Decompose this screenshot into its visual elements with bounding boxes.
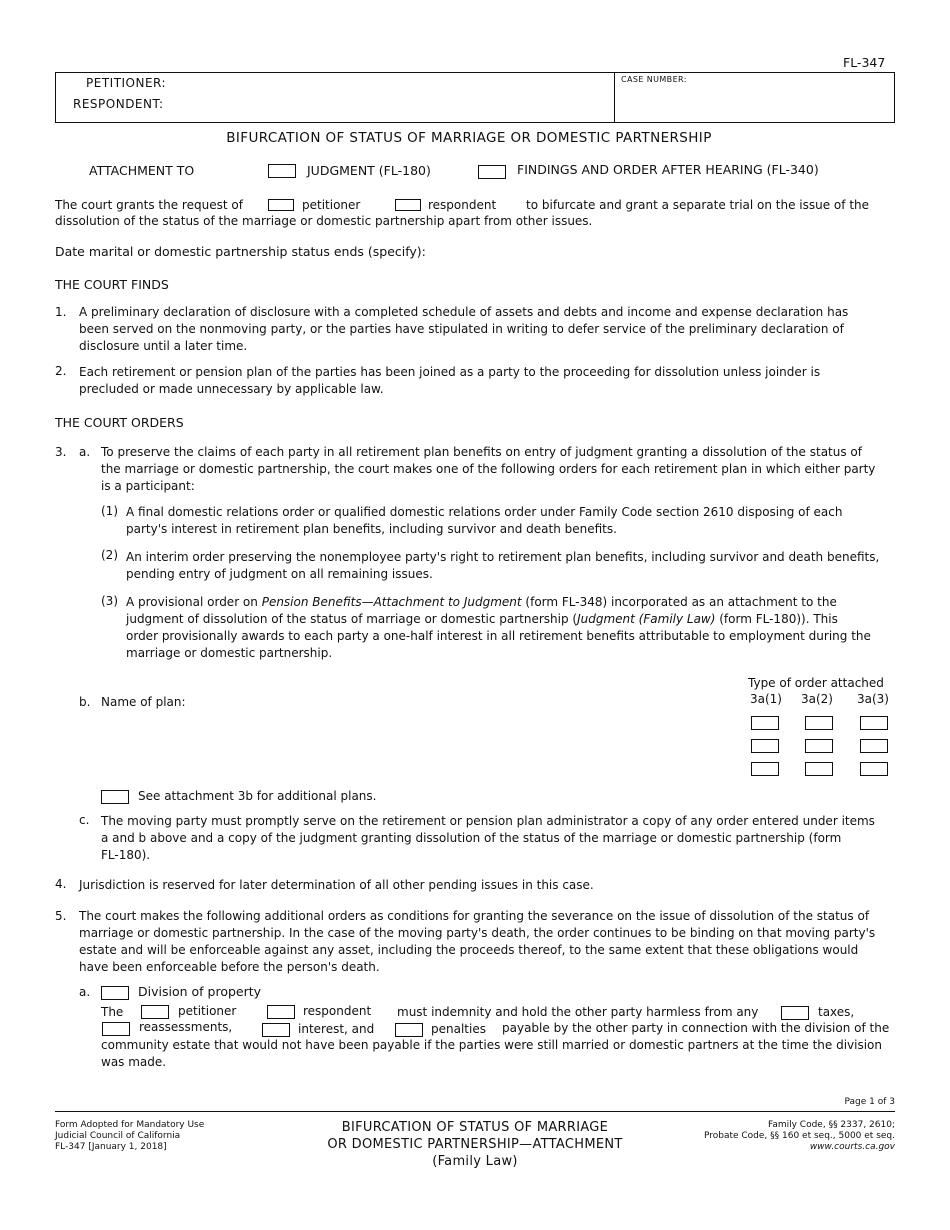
checkbox-plan2-3a2[interactable] — [805, 739, 833, 753]
item-3-number: 3. — [55, 445, 67, 459]
caption-divider — [614, 72, 615, 123]
name-of-plan-label: Name of plan: — [101, 695, 186, 709]
checkbox-plan1-3a1[interactable] — [751, 716, 779, 730]
courts-website-link[interactable]: www.courts.ca.gov — [809, 1142, 895, 1152]
attachment-label: ATTACHMENT TO — [89, 163, 195, 178]
item-5a-payable-text: payable by the other party in connection with the division of the — [502, 1021, 890, 1035]
footer-rule — [55, 1111, 895, 1112]
grant-text-pre: The court grants the request of — [55, 198, 243, 212]
item-2-text: Each retirement or pension plan of the parties has been joined as a party to the proceeding for dissolution unless joinder is precluded or made unnecessary by applicable law. — [79, 365, 821, 396]
item-5a-penalties-label: penalties — [431, 1022, 486, 1036]
item-3a-text: To preserve the claims of each party in all retirement plan benefits on entry of judgment granting a dissolution of the status of the marriage or domestic partnership, the court makes one of the following orders for each retirement plan in which either party is a participant: — [101, 445, 876, 493]
item-5-number: 5. — [55, 909, 67, 923]
item-3b-letter: b. — [79, 695, 91, 709]
item-5a-respondent-label: respondent — [303, 1004, 372, 1018]
item-1-number: 1. — [55, 305, 67, 319]
item-3a2-number: (2) — [101, 548, 118, 562]
checkbox-plan2-3a3[interactable] — [860, 739, 888, 753]
item-3c-letter: c. — [79, 813, 90, 827]
footer-title: BIFURCATION OF STATUS OF MARRIAGE OR DOMESTIC PARTNERSHIP—ATTACHMENT (Family Law) — [327, 1120, 623, 1169]
petitioner-label: PETITIONER: — [86, 76, 167, 90]
item-5-text: The court makes the following additional orders as conditions for granting the severance on the issue of dissolution of the status of marriage or domestic partnership. In the case of the moving party's death, the order continues to be binding on that moving party's estate and will be enforceable against any asset, including the proceeds thereof, to the same extent that these obligations would have been enforceable before the person's death. — [79, 909, 876, 974]
item-5a-the: The — [101, 1005, 124, 1019]
checkbox-plan1-3a2[interactable] — [805, 716, 833, 730]
date-status-ends-field[interactable] — [450, 243, 890, 260]
division-of-property-title: Division of property — [138, 984, 262, 999]
item-4-number: 4. — [55, 877, 67, 891]
col-3a1-label: 3a(1) — [750, 692, 782, 706]
item-5a-taxes-label: taxes, — [818, 1005, 855, 1019]
grant-text-line2: dissolution of the status of the marriage or domestic partnership apart from other issues. — [55, 214, 593, 228]
type-of-order-header: Type of order attached — [748, 676, 884, 690]
attachment-judgment-label: JUDGMENT (FL-180) — [307, 163, 431, 178]
checkbox-5a-petitioner[interactable] — [141, 1005, 169, 1019]
checkbox-plan2-3a1[interactable] — [751, 739, 779, 753]
item-5a-continuation: community estate that would not have been payable if the parties were still married or domestic partners at the time the division was made. — [101, 1038, 883, 1069]
footer-right: Family Code, §§ 2337, 2610; Probate Code, §§ 160 et seq., 5000 et seq. www.courts.ca.gov — [655, 1120, 895, 1153]
checkbox-findings-order[interactable] — [478, 165, 506, 179]
item-3a3-text: A provisional order on Pension Benefits—Attachment to Judgment (form FL-348) incorporated as an attachment to the judgment of dissolution of the status of marriage or domestic partnership (Judgment (Family Law) (form FL-180)). This order provisionally awards to each party a one-half interest in all retirement benefits attributable to employment during the marriage or domestic partnership. — [126, 595, 871, 660]
item-3a1-text: A final domestic relations order or qualified domestic relations order under Family Code section 2610 disposing of each party's interest in retirement plan benefits, including survivor and death benefits. — [126, 505, 843, 536]
item-5a-letter: a. — [79, 985, 91, 999]
see-attachment-label: See attachment 3b for additional plans. — [138, 789, 377, 803]
col-3a2-label: 3a(2) — [801, 692, 833, 706]
court-orders-heading: THE COURT ORDERS — [55, 415, 184, 430]
checkbox-5a-penalties[interactable] — [395, 1023, 423, 1037]
checkbox-grant-respondent[interactable] — [395, 199, 421, 211]
checkbox-see-attachment-3b[interactable] — [101, 790, 129, 804]
col-3a3-label: 3a(3) — [857, 692, 889, 706]
checkbox-5a-taxes[interactable] — [781, 1006, 809, 1020]
checkbox-grant-petitioner[interactable] — [268, 199, 294, 211]
checkbox-plan3-3a3[interactable] — [860, 762, 888, 776]
plan-names-field[interactable] — [101, 712, 731, 782]
checkbox-5a-reassessments[interactable] — [102, 1022, 130, 1036]
item-5a-reassessments-label: reassessments, — [139, 1020, 233, 1034]
footer-left: Form Adopted for Mandatory Use Judicial Council of California FL-347 [January 1, 2018] — [55, 1120, 205, 1152]
item-3a2-text: An interim order preserving the nonemployee party's right to retirement plan benefits, including survivor and death benefits, pending entry of judgment on all remaining issues. — [126, 550, 880, 581]
checkbox-division-of-property[interactable] — [101, 986, 129, 1000]
item-5a-must-text: must indemnity and hold the other party harmless from any — [397, 1005, 759, 1019]
court-finds-heading: THE COURT FINDS — [55, 277, 169, 292]
case-number-label: CASE NUMBER: — [621, 75, 687, 84]
checkbox-plan3-3a1[interactable] — [751, 762, 779, 776]
page-indicator: Page 1 of 3 — [844, 1097, 895, 1107]
checkbox-5a-respondent[interactable] — [267, 1005, 295, 1019]
checkbox-plan3-3a2[interactable] — [805, 762, 833, 776]
item-2-number: 2. — [55, 364, 67, 378]
grant-text-post: to bifurcate and grant a separate trial on the issue of the — [526, 198, 870, 212]
grant-petitioner-label: petitioner — [302, 198, 361, 212]
respondent-label: RESPONDENT: — [73, 97, 164, 111]
item-4-text: Jurisdiction is reserved for later determination of all other pending issues in this case. — [79, 878, 594, 892]
item-3a-letter: a. — [79, 445, 91, 459]
item-1-text: A preliminary declaration of disclosure with a completed schedule of assets and debts and income and expense declaration has been served on the nonmoving party, or the parties have stipulated in writing to defer service of the preliminary declaration of disclosure until a later time. — [79, 305, 849, 353]
page-title: BIFURCATION OF STATUS OF MARRIAGE OR DOMESTIC PARTNERSHIP — [226, 130, 712, 146]
item-3a3-number: (3) — [101, 594, 118, 608]
grant-respondent-label: respondent — [428, 198, 497, 212]
item-3a1-number: (1) — [101, 504, 118, 518]
checkbox-judgment[interactable] — [268, 164, 296, 178]
item-5a-petitioner-label: petitioner — [178, 1004, 237, 1018]
form-number: FL-347 — [843, 55, 886, 70]
item-5a-interest-label: interest, and — [298, 1022, 375, 1036]
checkbox-plan1-3a3[interactable] — [860, 716, 888, 730]
date-status-ends-label: Date marital or domestic partnership status ends (specify): — [55, 244, 426, 259]
caption-party-field[interactable] — [160, 75, 605, 117]
checkbox-5a-interest[interactable] — [262, 1023, 290, 1037]
item-3c-text: The moving party must promptly serve on the retirement or pension plan administrator a copy of any order entered under items a and b above and a copy of the judgment granting dissolution of the status of the marriage or domestic partnership (form FL-180). — [101, 814, 875, 862]
attachment-findings-label: FINDINGS AND ORDER AFTER HEARING (FL-340) — [517, 162, 819, 177]
case-number-field[interactable] — [618, 86, 890, 118]
